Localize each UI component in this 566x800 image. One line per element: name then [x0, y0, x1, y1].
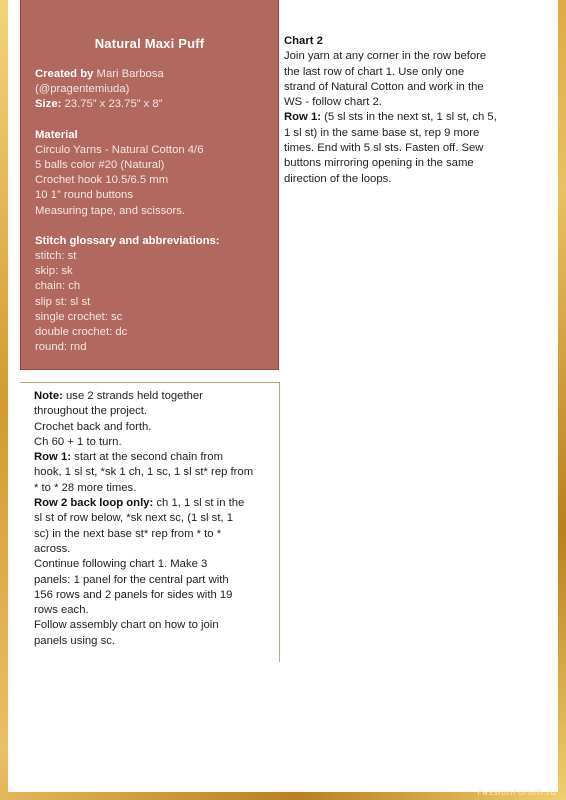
glossary-item: double crochet: dc [35, 326, 128, 339]
chart2-text: (5 sl sts in the next st, 1 sl st, ch 5, [321, 111, 497, 124]
instruction-line [34, 465, 271, 480]
instruction-text: sl st of row below, *sk next sc, (1 sl st, 1 [34, 512, 234, 525]
chart2-section [284, 34, 546, 187]
instruction-text: rows each. [34, 604, 89, 617]
glossary-item: round: rnd [35, 341, 87, 354]
glossary-heading: Stitch glossary and abbreviations: [35, 234, 220, 247]
chart2-line [284, 126, 546, 141]
instructions-box [20, 382, 280, 662]
instruction-line [34, 588, 271, 603]
instruction-text: use 2 strands held together [62, 390, 203, 402]
info-sidebar [20, 0, 279, 370]
instruction-text: throughout the project. [34, 405, 148, 418]
instruction-text: panels using sc. [34, 634, 116, 647]
instruction-text: Follow assembly chart on how to join [34, 619, 219, 632]
designer-handle: (@pragentemiuda) [35, 83, 130, 96]
created-by-line [35, 67, 264, 82]
chart2-text: buttons mirroring opening in the same [284, 157, 474, 170]
chart2-bold: Row 1: [284, 111, 322, 124]
instruction-bold: Note: [34, 390, 63, 402]
glossary-item: stitch: st [35, 250, 77, 263]
instruction-line [34, 435, 271, 450]
instruction-text: start at the second chain from [71, 451, 223, 464]
instruction-line [34, 389, 271, 404]
chart2-line [284, 49, 546, 64]
instruction-line [34, 496, 271, 511]
instruction-line [34, 557, 271, 572]
instruction-text: Ch 60 + 1 to turn. [34, 435, 122, 448]
instruction-line [34, 634, 271, 649]
material-item: Crochet hook 10.5/6.5 mm [35, 174, 169, 187]
glossary-item: single crochet: sc [35, 310, 123, 323]
instruction-text: * to * 28 more times. [34, 481, 137, 494]
chart2-text: Join yarn at any corner in the row before [284, 50, 487, 63]
material-item: 10 1” round buttons [35, 189, 133, 202]
chart2-line [284, 156, 546, 171]
instruction-line [34, 603, 271, 618]
instruction-text: Crochet back and forth. [34, 420, 152, 433]
chart2-line [284, 172, 546, 187]
material-item: 5 balls color #20 (Natural) [35, 159, 165, 172]
watermark: PassionForum.ru [477, 788, 556, 798]
material-heading: Material [35, 128, 78, 141]
chart2-line [284, 80, 546, 95]
glossary-item: slip st: sl st [35, 295, 91, 308]
instruction-text: hook, 1 sl st, *sk 1 ch, 1 sc, 1 sl st* rep from [34, 466, 254, 479]
instruction-line [34, 420, 271, 435]
designer-name: Mari Barbosa [93, 68, 164, 80]
instruction-line [34, 511, 271, 526]
instruction-line [34, 573, 271, 588]
chart2-line [284, 95, 546, 110]
chart2-line [284, 141, 546, 156]
chart2-line [284, 65, 546, 80]
instruction-line [34, 450, 271, 465]
instruction-bold: Row 1: [34, 451, 72, 464]
chart2-text: times. End with 5 sl sts. Fasten off. Sew [284, 142, 484, 155]
chart2-text: the last row of chart 1. Use only one [284, 65, 465, 78]
size-line [35, 97, 264, 112]
size-label: Size: [35, 98, 62, 111]
chart2-line [284, 110, 546, 125]
instruction-bold: Row 2 back loop only: [34, 497, 154, 510]
instruction-line [34, 618, 271, 633]
instruction-line [34, 404, 271, 419]
instruction-text: 156 rows and 2 panels for sides with 19 [34, 588, 233, 601]
size-value: 23.75” x 23.75” x 8” [61, 98, 163, 111]
pattern-title: Natural Maxi Puff [94, 36, 205, 51]
instruction-line [34, 481, 271, 496]
material-item: Circulo Yarns - Natural Cotton 4/6 [35, 143, 204, 156]
instruction-line [34, 527, 271, 542]
pattern-page [8, 0, 558, 792]
chart2-text: WS - follow chart 2. [284, 96, 382, 109]
chart2-heading: Chart 2 [284, 35, 323, 47]
created-by-label: Created by [35, 68, 94, 80]
instruction-line [34, 542, 271, 557]
glossary-item: skip: sk [35, 265, 73, 278]
instruction-text: panels: 1 panel for the central part with [34, 573, 229, 586]
chart2-text: direction of the loops. [284, 172, 392, 185]
instruction-text: across. [34, 542, 71, 555]
instruction-text: sc) in the next base st* rep from * to * [34, 527, 222, 540]
glossary-item: chain: ch [35, 280, 81, 293]
chart2-text: strand of Natural Cotton and work in the [284, 80, 484, 93]
instruction-text: Continue following chart 1. Make 3 [34, 558, 208, 571]
material-item: Measuring tape, and scissors. [35, 204, 186, 217]
chart2-text: 1 sl st) in the same base st, rep 9 more [284, 126, 480, 139]
instruction-text: ch 1, 1 sl st in the [153, 497, 245, 510]
